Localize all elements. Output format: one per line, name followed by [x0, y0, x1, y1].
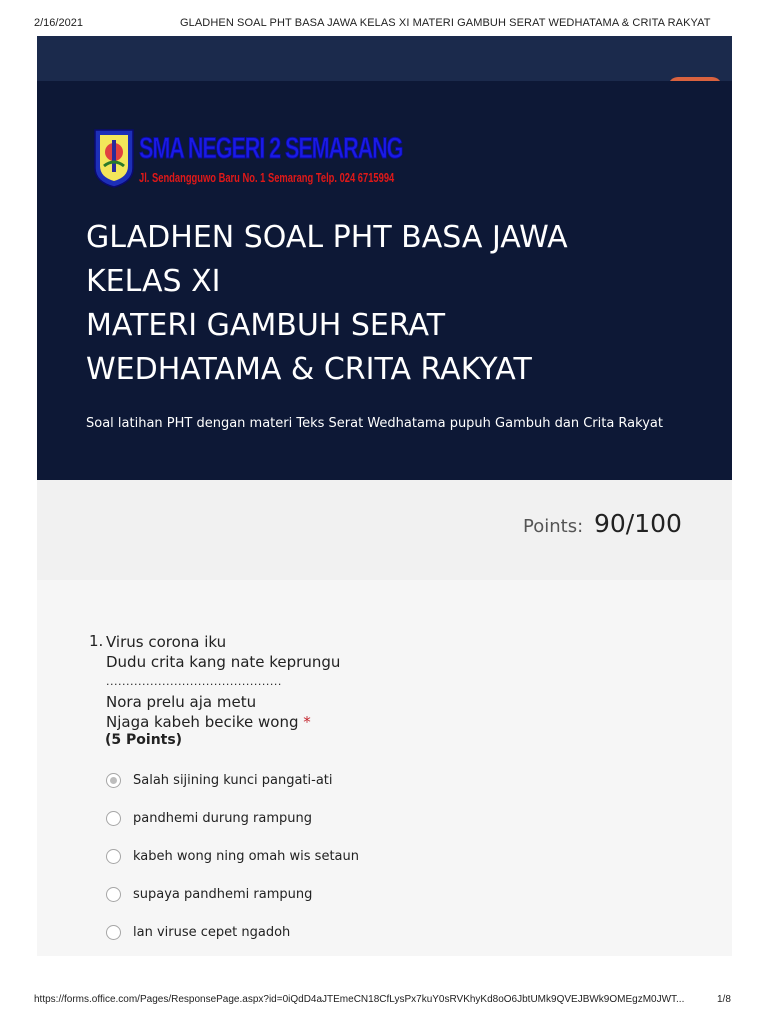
form-title: [86, 216, 706, 392]
question-text: [106, 632, 340, 732]
print-title: GLADHEN SOAL PHT BASA JAWA KELAS XI MATERI GAMBUH SERAT WEDHATAMA & CRITA RAKYAT: [180, 17, 711, 29]
points-label: Points:: [523, 516, 584, 537]
answer-option[interactable]: [106, 769, 333, 791]
answer-option-label: lan viruse cepet ngadoh: [133, 924, 291, 940]
question-line-text: Njaga kabeh becike wong: [106, 713, 299, 731]
print-date: 2/16/2021: [34, 17, 83, 29]
answer-option-label: Salah sijining kunci pangati-ati: [133, 772, 333, 788]
school-logo: [93, 128, 403, 190]
question-line: [106, 712, 340, 732]
question-line: Dudu crita kang nate keprungu: [106, 653, 341, 671]
form-description: Soal latihan PHT dengan materi Teks Serat Wedhatama pupuh Gambuh dan Crita Rakyat: [86, 416, 663, 431]
form-title-line: KELAS XI: [86, 264, 221, 299]
radio-selected-icon[interactable]: [106, 773, 121, 788]
answer-option-label: supaya pandhemi rampung: [133, 886, 313, 902]
radio-icon[interactable]: [106, 887, 121, 902]
question-blank: ............................................: [106, 675, 282, 688]
form-title-line: MATERI GAMBUH SERAT: [86, 308, 446, 343]
radio-icon[interactable]: [106, 925, 121, 940]
answer-option[interactable]: [106, 807, 312, 829]
form-title-line: WEDHATAMA & CRITA RAKYAT: [86, 352, 532, 387]
question-number: 1.: [89, 632, 104, 650]
question-points: (5 Points): [105, 732, 183, 748]
question-line: Nora prelu aja metu: [106, 693, 257, 711]
hero-top-band: [37, 36, 732, 82]
answer-option[interactable]: [106, 883, 312, 905]
print-header: [0, 0, 768, 36]
print-page-number: 1/8: [717, 994, 731, 1005]
required-marker: *: [303, 713, 311, 731]
radio-icon[interactable]: [106, 811, 121, 826]
answer-option[interactable]: [106, 845, 359, 867]
form-title-line: GLADHEN SOAL PHT BASA JAWA: [86, 220, 568, 255]
print-footer: [0, 994, 768, 1010]
radio-icon[interactable]: [106, 849, 121, 864]
answer-option-label: pandhemi durung rampung: [133, 810, 313, 826]
points-value: 90/100: [594, 509, 682, 538]
answer-option-label: kabeh wong ning omah wis setaun: [133, 848, 359, 864]
logo-address: Jl. Sendangguwo Baru No. 1 Semarang Telp. 024 6715994: [139, 170, 395, 185]
logo-school-name: SMA NEGERI 2 SEMARANG: [139, 132, 403, 165]
school-crest-icon: [93, 128, 135, 188]
question-line: Virus corona iku: [106, 633, 227, 651]
print-url: https://forms.office.com/Pages/ResponsePage.aspx?id=0iQdD4aJTEmeCN18CfLysPx7kuY0sRVKhyKd8oO6JbtUMk9QVEJBWk9OMEgzM0JWT...: [34, 994, 685, 1005]
answer-option[interactable]: [106, 921, 290, 943]
